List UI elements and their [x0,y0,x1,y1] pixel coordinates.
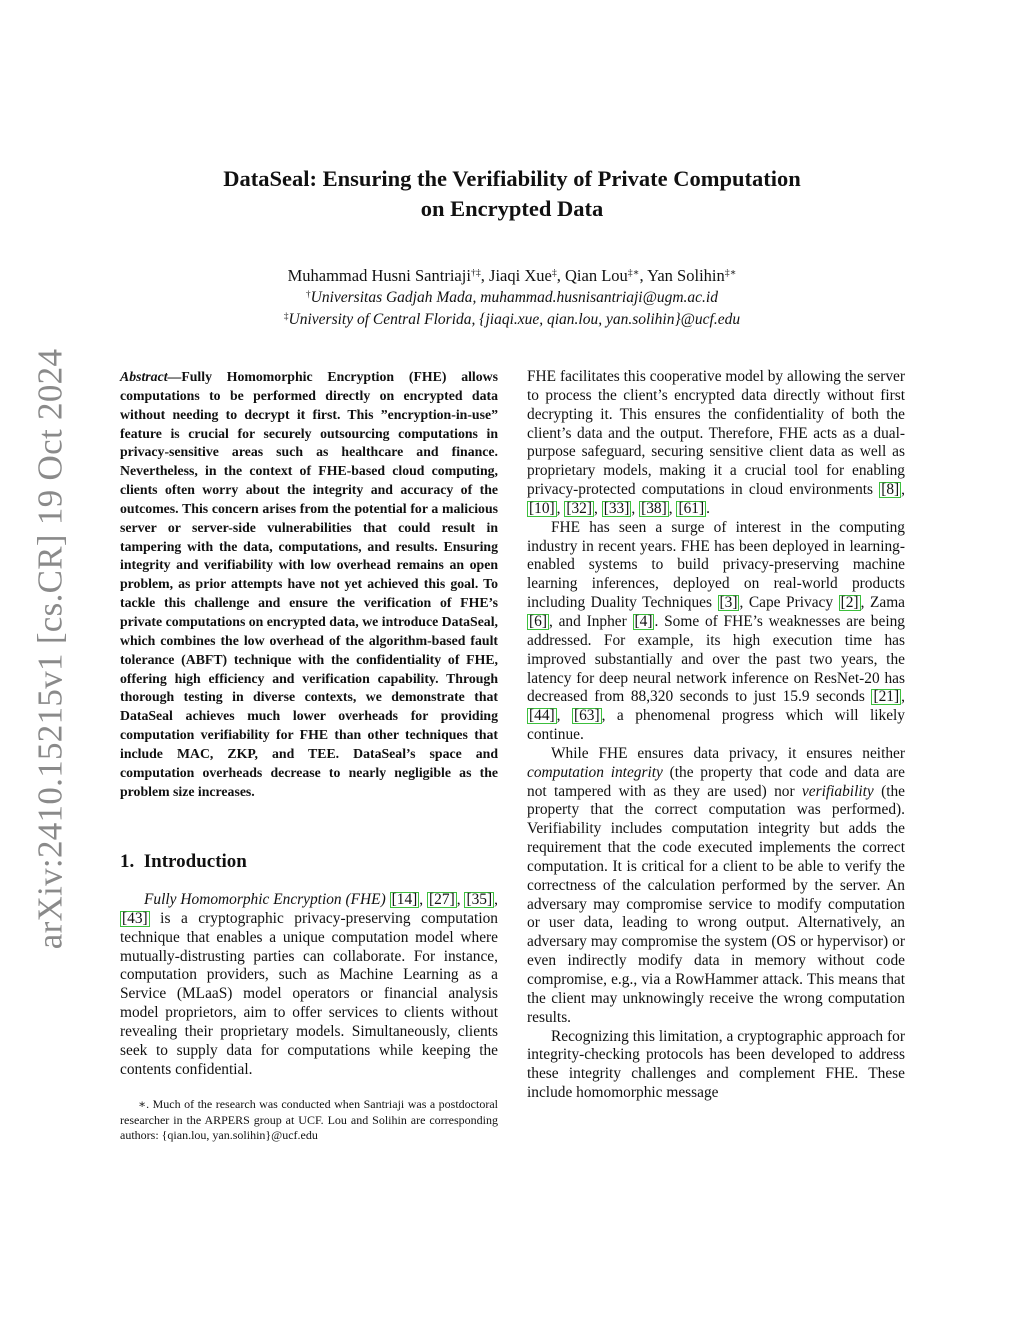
affiliation-mark: ‡ [283,311,289,322]
paragraph-text: , a phenomenal progress which will likely continue. [527,707,906,744]
citation-link[interactable]: [14] [391,891,418,908]
affiliation-2 [120,309,904,331]
affiliation-text: University of Central Florida, {jiaqi.xue, qian.lou, yan.solihin}@ucf.edu [288,311,741,328]
paragraph-text: (the property that code and data are not tampered with as they are used) nor [527,763,905,800]
citation-link[interactable]: [44] [529,707,555,725]
paper-title-line1: DataSeal: Ensuring the Verifiability of Private Computation [223,166,801,191]
right-column [527,368,905,1103]
emphasis-verifiability: verifiability [801,782,874,800]
author-mark: ‡ [551,267,557,279]
citation-link[interactable]: [32] [566,499,593,517]
section-number: 1. [120,851,135,872]
citation-link[interactable]: [27] [429,891,455,908]
citation-link[interactable]: [4] [634,612,653,630]
arxiv-watermark-text: arXiv:2410.15215v1 [cs.CR] 19 Oct 2024 [30,348,70,950]
paragraph-text: (the property that the correct computation was performed). Verifiability includes computation integrity but adds the requirement that the code executed implements the correct computation. It is critical for a client to be able to verify the correctness of the calculation performed by the server. An adversary may compromise service to modify computation or user data, leading to wrong output. Alternatively, an adversary may compromise the system (OS or hypervisor) or even indirectly modify data in memory without code compromise, e.g., via a RowHammer attack. This means that the client may unknowingly receive the wrong computation results. [527,782,905,1026]
author-name: Yan Solihin [647,266,725,285]
separator: , [456,891,465,908]
abstract [120,368,498,801]
citation-link[interactable]: [21] [873,688,900,706]
citation-link[interactable]: [2] [840,594,859,612]
citation-link[interactable]: [38] [641,499,667,517]
arxiv-watermark [28,348,72,950]
right-paragraph-2: FHE has seen a surge of interest in the computing industry in recent years. FHE has been deployed in learning-enabled systems to build privacy-preserving machine learning inferences, deployed on real-world products including Duality Techniques [3] , Cape Privacy [2] , Zama [6] , and Inpher [4] . Some of FHE’s weaknesses are being addressed. For example, its high execution time has improved substantially and over the past two years, the latency for deep neural network inference on ResNet-20 has decreased from 88,320 seconds to just 15.9 seconds [21] , [44] , [63] , a phenomenal progress which will likely continue. [527,518,906,744]
paper-title-line2: on Encrypted Data [420,196,604,221]
paragraph-text: . Some of FHE’s weaknesses are being addressed. For example, its high execution time has improved substantially and over the past two years, the latency for deep neural network inference on ResNet-20 has decreased from 88,320 seconds to just 15.9 seconds [527,612,905,706]
paragraph-text: FHE facilitates this cooperative model by allowing the server to process the client’s encrypted data directly without first decrypting it. This ensures the confidentiality of both the client’s data and the output. Therefore, FHE acts as a dual-purpose safeguard, securing sensitive client data as well as proprietary models, making it a crucial tool for enabling privacy-protected computations in cloud environments [527,368,905,499]
affiliation-mark: † [305,289,311,300]
citation-link[interactable]: [10] [529,499,555,517]
author-mark: ‡∗ [724,267,737,279]
author-name: Jiaqi Xue [489,266,552,285]
author-name: Muhammad Husni Santriaji [287,266,471,285]
section-title: Introduction [143,851,247,872]
paragraph-text: While FHE ensures data privacy, it ensures neither [551,744,905,762]
citation-link[interactable]: [3] [719,594,738,612]
author-name: Qian Lou [565,266,628,285]
abstract-label: Abstract [120,369,168,384]
author-mark: †‡ [470,267,481,279]
right-paragraph-1: FHE facilitates this cooperative model by allowing the server to process the client’s encrypted data directly without first decrypting it. This ensures the confidentiality of both the client’s data and the output. Therefore, FHE acts as a dual-purpose safeguard, securing sensitive client data as well as proprietary models, making it a crucial tool for enabling privacy-protected computations in cloud environments [8] , [10] , [32] , [33] , [38] , [61] . [527,368,905,517]
citation-link[interactable]: [61] [678,499,705,517]
intro-paragraph-text [120,891,498,1079]
paragraph-text: FHE has seen a surge of interest in the computing industry in recent years. FHE has been deployed in learning-enabled systems to build privacy-preserving machine learning inferences, deployed on real-world products including Duality Techniques [527,518,905,612]
author-mark: ‡∗ [627,267,640,279]
affiliation-text: Universitas Gadjah Mada, muhammad.husnisantriaji@ugm.ac.id [310,289,718,306]
section-heading [120,850,498,874]
paragraph-text: , Zama [860,594,905,612]
intro-paragraph-1 [120,891,498,1079]
citation-link[interactable]: [35] [466,891,493,908]
citation-link[interactable]: [8] [881,481,900,499]
separator: , [419,891,428,908]
right-paragraph-3 [527,745,905,1028]
footnote: ∗. Much of the research was conducted when Santriaji was a postdoctoral researcher in the ARPERS group at UCF. Lou and Solihin are corresponding authors: {qian.lou, yan.solihin}@ucf.edu [120,1097,498,1142]
citation-link[interactable]: [6] [529,612,547,630]
intro-text: is a cryptographic privacy-preserving computation technique that enables a unique computation model where mutually-distrusting parties can collaborate. For instance, computation providers, such as Machine Learning as a Service (MLaaS) model operators or financial analysis model proprietors, aim to offer services to clients without revealing their proprietary models. Simultaneously, clients seek to supply data for computations while keeping the contents confidential. [120,909,498,1078]
paragraph-text: , Cape Privacy [739,594,839,612]
abstract-text: —Fully Homomorphic Encryption (FHE) allows computations to be performed directly on encrypted data without needing to decrypt it first. This ”encryption-in-use” feature is crucial for securely outsourcing computations in privacy-sensitive areas such as healthcare and finance. Nevertheless, in the context of FHE-based cloud computing, clients often worry about the integrity and accuracy of the outcomes. This concern arises from the potential for a malicious server or server-side vulnerabilities that could result in tampering with the data, computations, and results. Ensuring integrity and verifiability with low overhead remains an open problem, as prior attempts have not yet achieved this goal. To tackle this challenge and ensure the verification of FHE’s private computations on encrypted data, we introduce DataSeal, which combines the low overhead of the algorithm-based fault tolerance (ABFT) technique with the confidentiality of FHE, offering high efficiency and verification capability. Through thorough testing in diverse contexts, we demonstrate that DataSeal achieves much lower overheads for providing computation verifiability for FHE than other techniques that include MAC, ZKP, and TEE. DataSeal’s space and computation overheads decrease to nearly negligible as the problem size increases. [120,369,498,799]
affiliation-1 [120,287,904,309]
paper-title [120,164,904,224]
author-list: Muhammad Husni Santriaji†‡, Jiaqi Xue‡, Qian Lou‡∗, Yan Solihin‡∗ [287,266,737,285]
period: . [706,499,710,517]
right-paragraph-4: Recognizing this limitation, a cryptographic approach for integrity-checking protocols has been developed to address these integrity challenges and complement FHE. These include homomorphic message [527,1027,905,1102]
citation-link[interactable]: [43] [122,909,148,927]
citation-link[interactable]: [63] [573,707,600,725]
separator: , [494,891,498,908]
emphasis-computation-integrity: computation integrity [527,763,663,781]
fhe-term: Fully Homomorphic Encryption (FHE) [144,891,386,908]
paragraph-text: , and Inpher [548,612,633,630]
citation-link[interactable]: [33] [603,499,630,517]
